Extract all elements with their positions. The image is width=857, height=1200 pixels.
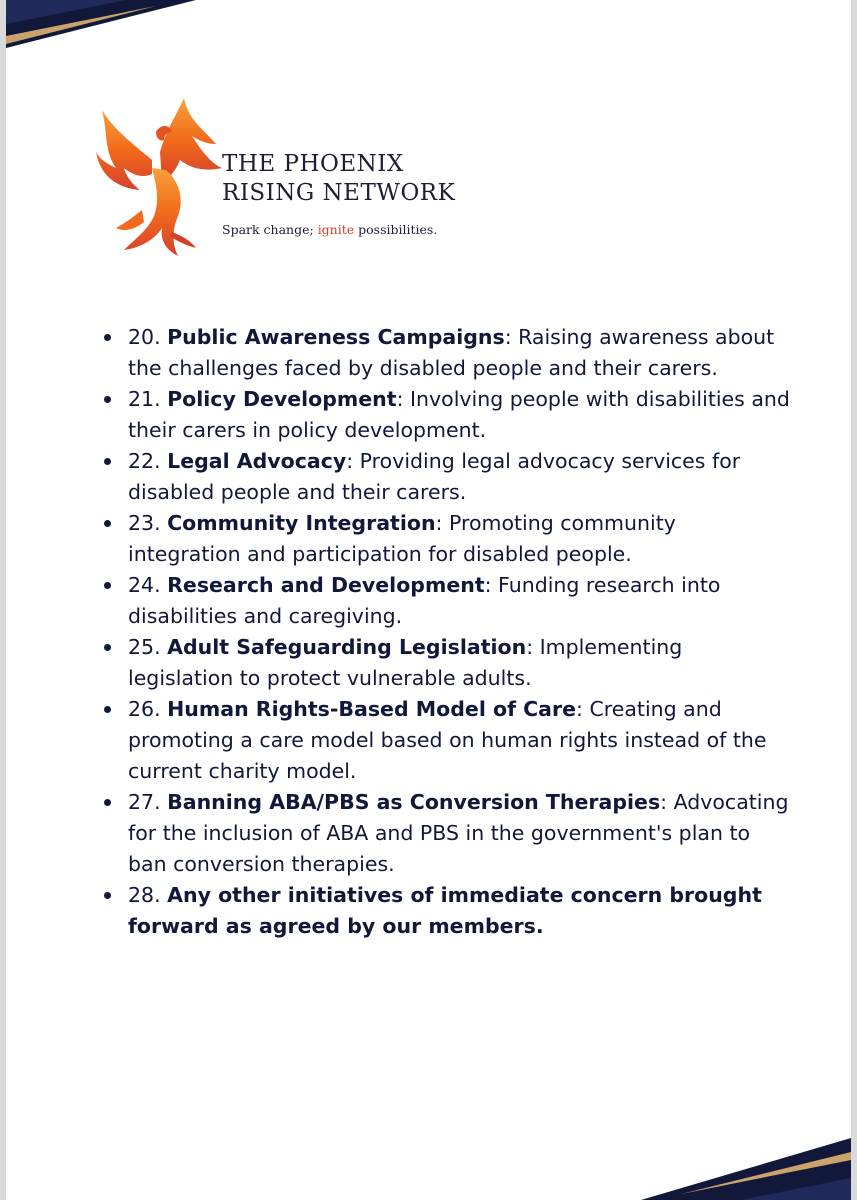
bottom-right-corner-ornament	[621, 1138, 851, 1200]
item-title: Legal Advocacy	[167, 449, 347, 473]
tagline	[222, 222, 437, 237]
bullet-icon	[104, 799, 111, 806]
item-title: Any other initiatives of immediate concern brought forward as agreed by our members.	[128, 883, 762, 938]
item-number: 23.	[128, 511, 168, 535]
item-number: 21.	[128, 387, 168, 411]
org-name-line-2: RISING NETWORK	[222, 180, 456, 206]
item-number: 25.	[128, 635, 168, 659]
item-number: 24.	[128, 573, 168, 597]
item-number: 26.	[128, 697, 168, 721]
phoenix-icon	[94, 90, 224, 260]
item-text: : Involving people with disabilities and their carers in policy development.	[128, 387, 790, 442]
bullet-icon	[104, 396, 111, 403]
item-text: : Funding research into disabilities and caregiving.	[128, 573, 721, 628]
item-text: : Implementing legislation to protect vulnerable adults.	[128, 635, 683, 690]
item-title: Human Rights-Based Model of Care	[167, 697, 577, 721]
item-title: Public Awareness Campaigns	[167, 325, 505, 349]
document-page	[6, 0, 851, 1200]
list-item	[102, 694, 792, 787]
item-text: : Raising awareness about the challenges faced by disabled people and their carers.	[128, 325, 775, 380]
organization-logo	[94, 90, 454, 260]
tagline-start: Spark change;	[222, 222, 318, 237]
item-text: : Advocating for the inclusion of ABA and PBS in the government's plan to ban conversion therapies.	[128, 790, 789, 876]
list-item	[102, 446, 792, 508]
org-name-line-1: THE PHOENIX	[222, 151, 404, 177]
bullet-icon	[104, 458, 111, 465]
bullet-icon	[104, 706, 111, 713]
list-item	[102, 632, 792, 694]
item-text: : Promoting community integration and participation for disabled people.	[128, 511, 676, 566]
item-number: 20.	[128, 325, 168, 349]
item-number: 27.	[128, 790, 168, 814]
item-title: Research and Development	[167, 573, 485, 597]
item-number: 22.	[128, 449, 168, 473]
item-title: Community Integration	[167, 511, 436, 535]
list-item	[102, 570, 792, 632]
list-item	[102, 322, 792, 384]
list-item	[102, 787, 792, 880]
item-title: Policy Development	[167, 387, 397, 411]
list-item	[102, 384, 792, 446]
item-title: Adult Safeguarding Legislation	[167, 635, 527, 659]
item-text: : Providing legal advocacy services for disabled people and their carers.	[128, 449, 741, 504]
initiatives-list	[102, 322, 792, 942]
organization-name	[222, 150, 455, 208]
item-text: : Creating and promoting a care model based on human rights instead of the current charity model.	[128, 697, 767, 783]
item-title: Banning ABA/PBS as Conversion Therapies	[167, 790, 661, 814]
top-left-corner-ornament	[6, 0, 206, 50]
item-number: 28.	[128, 883, 168, 907]
tagline-accent-word: ignite	[317, 222, 355, 237]
bullet-icon	[104, 334, 111, 341]
tagline-end: possibilities.	[354, 222, 438, 237]
list-item	[102, 508, 792, 570]
bullet-icon	[104, 520, 111, 527]
list-item	[102, 880, 792, 942]
bullet-icon	[104, 892, 111, 899]
bullet-icon	[104, 644, 111, 651]
bullet-icon	[104, 582, 111, 589]
